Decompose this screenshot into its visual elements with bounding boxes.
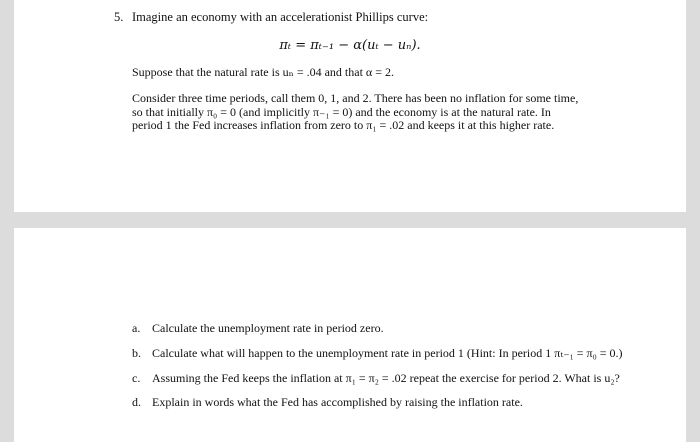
- phillips-curve-equation: [14, 37, 686, 53]
- part-a-text: Calculate the unemployment rate in period zero.: [152, 321, 384, 335]
- part-d-text: Explain in words what the Fed has accomplished by raising the inflation rate.: [152, 395, 523, 409]
- parameters-paragraph: Suppose that the natural rate is uₙ = .04 and that α = 2.: [132, 65, 394, 79]
- document-page-1: [14, 0, 686, 212]
- part-c-text: Assuming the Fed keeps the inflation at π₁ = π₂ = .02 repeat the exercise for period 2. What is u₂?: [152, 371, 620, 385]
- question-number: 5.: [114, 10, 124, 24]
- part-b-letter: b.: [132, 346, 141, 360]
- document-page-2: [14, 228, 686, 442]
- part-c-letter: c.: [132, 371, 141, 385]
- part-b-text: Calculate what will happen to the unemployment rate in period 1 (Hint: In period 1 πₜ₋₁ = π₀ = 0.): [152, 346, 623, 360]
- equation-text: πₜ = πₜ₋₁ − α(uₜ − uₙ).: [279, 38, 421, 53]
- question-intro: Imagine an economy with an accelerationist Phillips curve:: [132, 10, 429, 24]
- part-a-letter: a.: [132, 321, 141, 335]
- scenario-paragraph: Consider three time periods, call them 0, 1, and 2. There has been no inflation for some time, so that initially π₀ = 0 (and implicitly π₋₁ = 0) and the economy is at the natural rate. In period 1 the Fed increases inflation from zero to π₁ = .02 and keeps it at this higher rate.: [132, 91, 579, 132]
- part-d-letter: d.: [132, 395, 141, 409]
